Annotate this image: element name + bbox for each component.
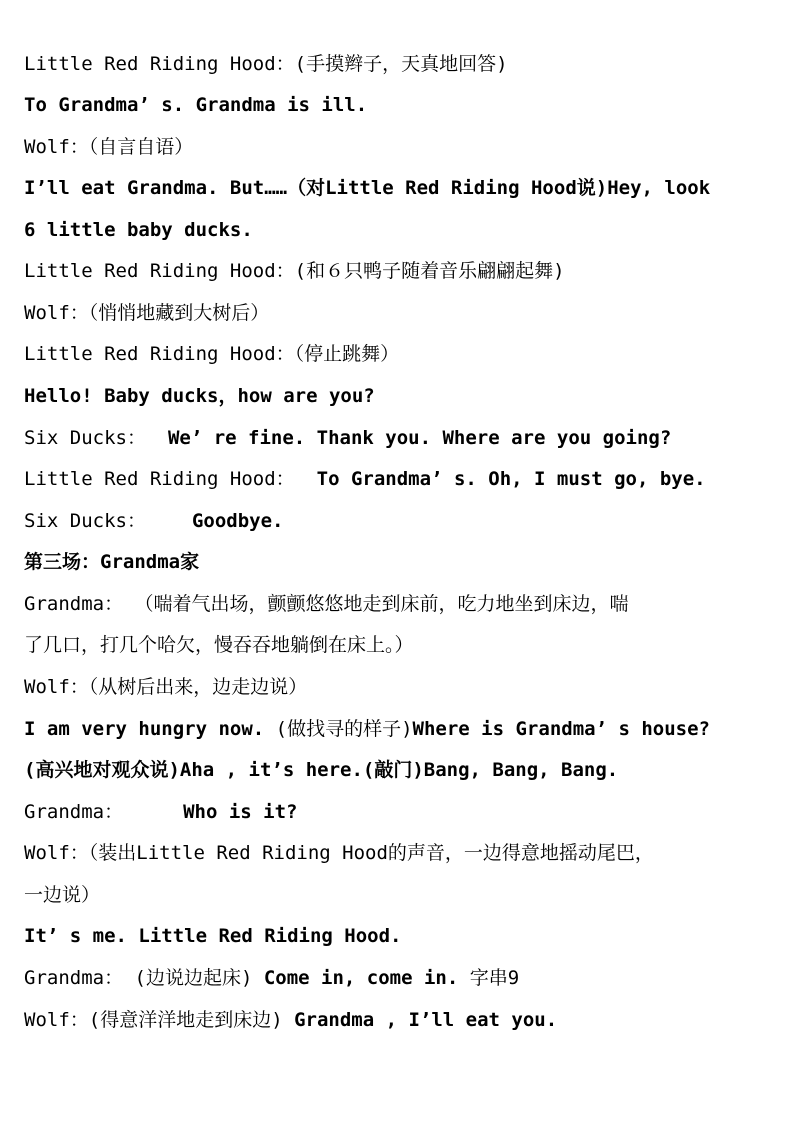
line-mixed — [24, 1007, 794, 1033]
line-speaker-dialogue — [24, 425, 794, 451]
line-stage-direction: Wolf：（从树后出来，边走边说） — [24, 676, 308, 698]
line-stage-direction: Wolf：（悄悄地藏到大树后） — [24, 302, 270, 324]
line-stage-direction: 了几口，打几个哈欠，慢吞吞地躺倒在床上。） — [24, 634, 414, 656]
line-speaker-dialogue — [24, 799, 794, 825]
scene-heading: 第三场：Grandma家 — [24, 551, 200, 573]
line-dialogue: It’ s me. Little Red Riding Hood. — [24, 925, 402, 947]
line-speaker-dialogue — [24, 508, 794, 534]
dialogue-text: I am very hungry now. — [24, 718, 265, 740]
line-mixed — [24, 716, 794, 742]
speaker-label: Grandma： (边说边起床) — [24, 967, 253, 989]
speaker-label: Little Red Riding Hood： — [24, 468, 295, 490]
line-speaker-dialogue — [24, 466, 794, 492]
footnote-text: 字串9 — [458, 967, 520, 989]
dialogue-text: Come in, come in. — [252, 967, 459, 989]
line-stage-direction: Wolf：（装出Little Red Riding Hood的声音，一边得意地摇动尾巴， — [24, 842, 654, 864]
line-stage-direction: Little Red Riding Hood：(手摸辫子，天真地回答) — [24, 53, 508, 75]
speaker-label: Wolf：(得意洋洋地走到床边) — [24, 1009, 283, 1031]
line-stage-direction: 一边说） — [24, 884, 101, 906]
line-dialogue: To Grandma’ s. Grandma is ill. — [24, 94, 368, 116]
line-dialogue: 6 little baby ducks. — [24, 219, 253, 241]
dialogue-text: To Grandma’ s. Oh, I must go, bye. — [316, 468, 706, 490]
line-stage-direction: Little Red Riding Hood：(和６只鸭子随着音乐翩翩起舞) — [24, 260, 565, 282]
speaker-label: Six Ducks： — [24, 510, 146, 532]
dialogue-text: Who is it? — [183, 801, 298, 823]
line-stage-direction: Grandma： （喘着气出场，颤颤悠悠地走到床前，吃力地坐到床边，喘 — [24, 593, 629, 615]
dialogue-text: Where is Grandma’ s house? — [412, 718, 710, 740]
speaker-label: Grandma： — [24, 801, 124, 823]
line-dialogue: (高兴地对观众说)Aha , it’s here.(敲门)Bang, Bang, Bang. — [24, 759, 619, 781]
dialogue-text: We’ re fine. Thank you. Where are you going? — [167, 427, 672, 449]
stage-direction: (做找寻的样子) — [264, 718, 413, 740]
dialogue-text: Goodbye. — [191, 510, 284, 532]
line-stage-direction: Wolf：（自言自语） — [24, 136, 194, 158]
line-dialogue: Hello! Baby ducks，how are you? — [24, 385, 375, 407]
speaker-label: Six Ducks： — [24, 427, 146, 449]
line-mixed — [24, 965, 794, 991]
line-stage-direction: Little Red Riding Hood：（停止跳舞） — [24, 343, 400, 365]
dialogue-text: Grandma , I’ll eat you. — [282, 1009, 558, 1031]
line-dialogue: I’ll eat Grandma. But……（对Little Red Riding Hood说)Hey, look — [24, 177, 711, 199]
